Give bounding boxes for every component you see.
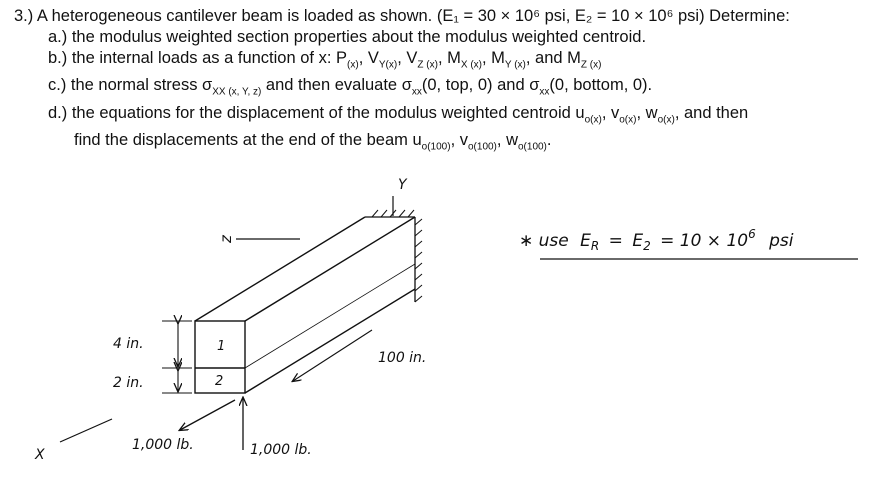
load-y-label: 1,000 lb. (250, 442, 312, 458)
length-dim-label: 100 in. (378, 350, 427, 366)
internal-load-3: M (447, 49, 461, 67)
load-z-label: 1,000 lb. (132, 437, 194, 453)
height-dimensions (162, 321, 192, 393)
part-d-line2: find the displacements at the end of the beam $u_{o(100)}$, $v_{o(100)}$, $w_{o(100)}$. (74, 130, 552, 153)
part-d-line1: d.) the equations for the displacement of the modulus weighted centroid $u_{o(x)}$, $v_{o(x)}$, $w_{o(x)}$, and then (48, 103, 749, 125)
x-axis-line (60, 419, 112, 442)
internal-load-2: V (406, 49, 418, 67)
internal-load-4: M (491, 49, 505, 67)
part-b: b.) the internal loads as a function of x: $P_{(x)}$, $V_{Y(x)}$, $V_{Z (x)}$, $M_{X (x)}$, $M_{Y (x)}$, and $M_{Z (x)}$ (48, 49, 602, 71)
part-c: c.) the normal stress $\sigma_{XX (x, Y, z)}$ and then evaluate $\sigma_{xx}(0$, top, 0) and $\sigma_{xx}(0$, bottom, 0). (48, 76, 653, 98)
problem-header: 3.) A heterogeneous cantilever beam is loaded as shown. (E₁ = 30 × 10⁶ psi, E₂ = 10 × 10⁶ psi) Determine: (14, 7, 790, 25)
internal-load-5: M (567, 49, 581, 67)
part-a: a.) the modulus weighted section properties about the modulus weighted centroid. (48, 28, 647, 46)
internal-loads-list: $P_{(x)}$, $V_{Y(x)}$, $V_{Z (x)}$, $M_{X (x)}$, $M_{Y (x)}$, and $M_{Z (x)}$ (336, 49, 602, 71)
note-text: ∗ use $E_R$ = $E_2$ = $10 \times 10^6$ psi (519, 227, 794, 253)
material-2-label: 2 (215, 374, 224, 389)
z-axis-label: z (217, 235, 235, 243)
height-dim-bottom: 2 in. (113, 375, 144, 391)
height-dim-top: 4 in. (113, 336, 144, 352)
load-z-arrow (180, 400, 235, 430)
x-axis-label: X (35, 447, 45, 463)
length-arrow (293, 330, 372, 381)
internal-load-0: P (336, 49, 348, 67)
material-1-label: 1 (217, 339, 226, 354)
reference-modulus-note (519, 223, 858, 259)
y-axis-label: Y (398, 177, 407, 193)
fixed-wall (365, 210, 422, 302)
internal-load-1: V (367, 49, 379, 67)
